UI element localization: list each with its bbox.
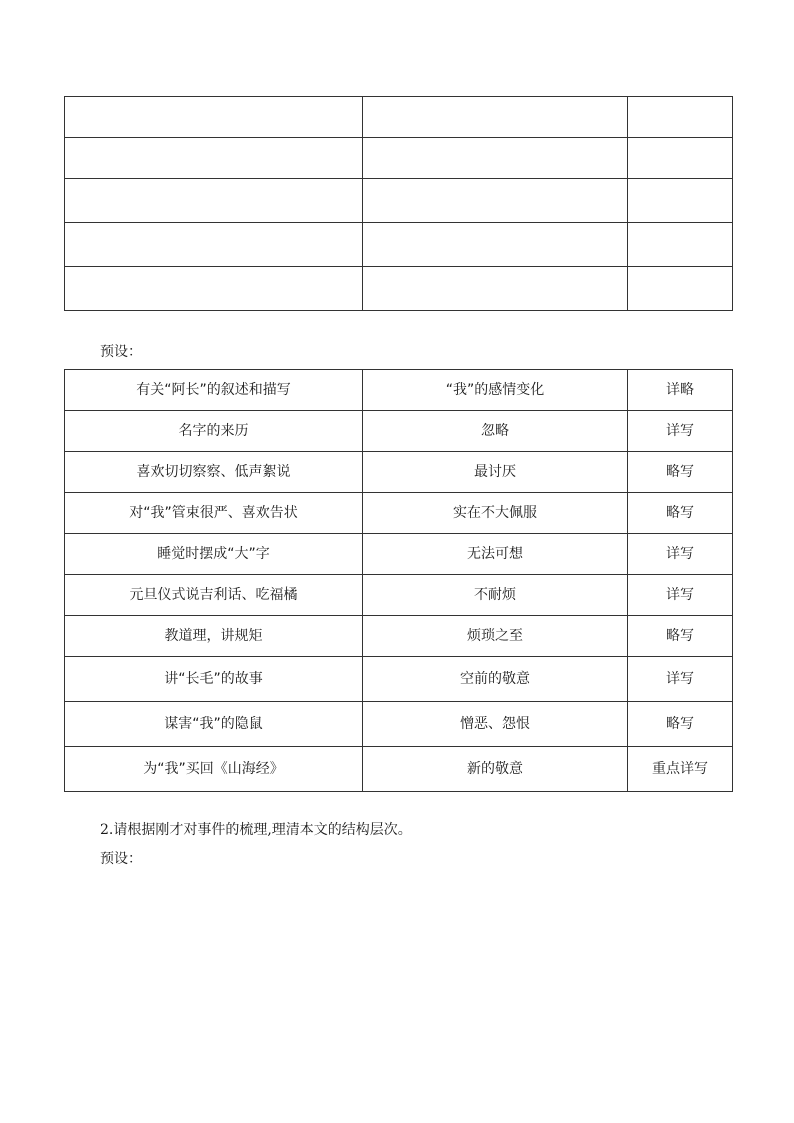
event-description-cell: 讲“长毛”的故事 [65,657,363,702]
detail-level-cell: 详写 [628,575,733,616]
event-description-cell: 睡觉时摆成“大”字 [65,534,363,575]
table-row [65,493,733,534]
blank-table-cell [363,138,628,179]
feeling-change-cell: 忽略 [363,411,628,452]
feeling-change-cell: 空前的敬意 [363,657,628,702]
blank-table-cell [65,179,363,223]
feeling-change-cell: 新的敬意 [363,747,628,792]
detail-level-cell: 略写 [628,493,733,534]
table-row [65,575,733,616]
table-row [65,534,733,575]
blank-table-cell [363,97,628,138]
detail-level-cell: 略写 [628,616,733,657]
event-description-cell: 对“我”管束很严、喜欢告状 [65,493,363,534]
table-row [65,747,733,792]
feeling-change-cell: 最讨厌 [363,452,628,493]
blank-table-cell [628,97,733,138]
blank-table-row [65,223,733,267]
table-header-row [65,370,733,411]
blank-table-cell [628,138,733,179]
blank-table-cell [363,223,628,267]
blank-table-row [65,138,733,179]
preset-table-body [65,411,733,792]
table-row [65,702,733,747]
question-text: 2.请根据刚才对事件的梳理,理清本文的结构层次。 [100,822,412,838]
detail-level-cell: 详写 [628,534,733,575]
blank-table-row [65,267,733,311]
blank-table-cell [65,97,363,138]
detail-level-cell: 略写 [628,702,733,747]
table-row [65,411,733,452]
table-row [65,452,733,493]
event-description-cell: 教道理，讲规矩 [65,616,363,657]
feeling-change-cell: 烦琐之至 [363,616,628,657]
blank-table-cell [363,267,628,311]
event-description-cell: 为“我”买回《山海经》 [65,747,363,792]
preset-answer-table [64,369,733,792]
feeling-change-cell: 实在不大佩服 [363,493,628,534]
preset-label: 预设： [100,344,142,360]
feeling-change-cell: 不耐烦 [363,575,628,616]
blank-table-cell [65,138,363,179]
blank-table-cell [628,179,733,223]
blank-table-cell [65,267,363,311]
detail-level-cell: 略写 [628,452,733,493]
preset-label-second: 预设： [100,851,142,867]
table-row [65,657,733,702]
blank-table-cell [363,179,628,223]
table-row [65,616,733,657]
event-description-cell: 名字的来历 [65,411,363,452]
feeling-change-cell: 无法可想 [363,534,628,575]
event-description-cell: 元旦仪式说吉利话、吃福橘 [65,575,363,616]
event-description-cell: 喜欢切切察察、低声絮说 [65,452,363,493]
blank-table-body [65,97,733,311]
blank-table-row [65,97,733,138]
header-feeling-change: “我”的感情变化 [363,370,628,411]
detail-level-cell: 详写 [628,657,733,702]
blank-table-cell [65,223,363,267]
event-description-cell: 谋害“我”的隐鼠 [65,702,363,747]
blank-worksheet-table [64,96,733,311]
header-detail-level: 详略 [628,370,733,411]
header-description: 有关“阿长”的叙述和描写 [65,370,363,411]
detail-level-cell: 重点详写 [628,747,733,792]
feeling-change-cell: 憎恶、怨恨 [363,702,628,747]
blank-table-row [65,179,733,223]
blank-table-cell [628,223,733,267]
blank-table-cell [628,267,733,311]
detail-level-cell: 详写 [628,411,733,452]
